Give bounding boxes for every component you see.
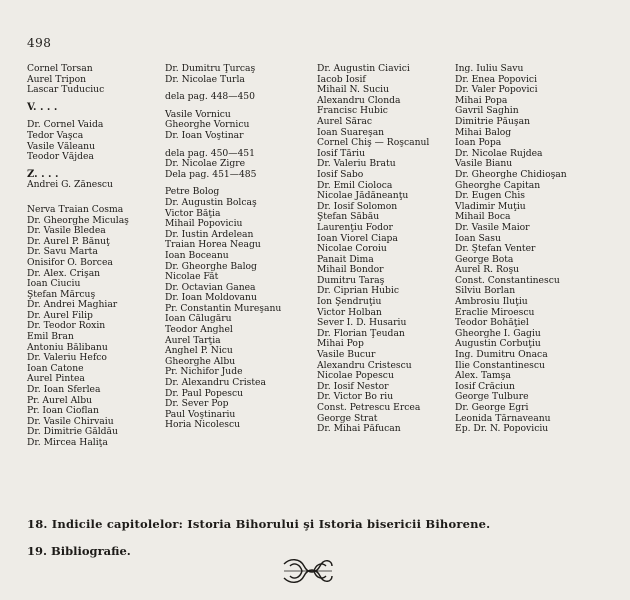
name-entry: Alexandru Clonda — [317, 94, 401, 106]
name-entry: Silviu Borlan — [455, 285, 516, 297]
name-entry: Antoniu Bălibanu — [27, 341, 108, 353]
name-entry: Iosif Tăriu — [317, 147, 365, 159]
name-entry: Dr. Iosif Nestor — [317, 380, 389, 392]
name-entry: Dr. Ştefan Venter — [455, 243, 536, 255]
name-entry: Nicolae Jădăneanţu — [317, 190, 409, 202]
name-entry: Dr. Florian Ţeudan — [317, 327, 405, 339]
name-entry: Dr. Andrei Maghiar — [27, 299, 118, 311]
name-entry: George Strat — [317, 412, 378, 424]
name-entry: Const. Constantinescu — [455, 274, 560, 286]
name-entry: Leonida Tărnaveanu — [455, 412, 551, 424]
name-entry: Dr. Iustin Ardelean — [165, 228, 254, 240]
name-entry: Ioan Viorel Ciapa — [317, 232, 398, 244]
name-entry: Ioan Ciuciu — [27, 278, 81, 290]
name-entry: Tedor Vaşca — [27, 129, 84, 141]
name-entry: dela pag. 450—451 — [165, 147, 255, 159]
name-entry: Ioan Catone — [27, 362, 84, 374]
bibliography-heading: 19. Bibliografie. — [27, 544, 131, 558]
name-entry: Dr. Mihai Păfucan — [317, 423, 401, 435]
name-entry: Aurel Tarţia — [165, 334, 221, 346]
name-entry: Traian Horea Neagu — [165, 239, 261, 251]
name-entry: Iacob Iosif — [317, 73, 366, 85]
name-entry: Ioan Sasu — [455, 232, 501, 244]
name-entry: Pr. Nichifor Jude — [165, 366, 243, 378]
chapter-index-heading: 18. Indicile capitolelor: Istoria Bihorului şi Istoria bisericii Bihorene. — [27, 517, 491, 531]
name-entry: dela pag. 448—450 — [165, 91, 255, 103]
name-entry: Vasile Bucur — [317, 349, 376, 361]
name-entry: Francisc Hubic — [317, 105, 388, 117]
name-entry: Emil Bran — [27, 331, 74, 343]
name-entry: Dumitru Taraş — [317, 274, 385, 286]
name-entry: Gheorghe Vornicu — [165, 119, 250, 131]
name-entry: Mihai Pop — [317, 338, 364, 350]
name-entry: Dr. Ioan Sferlea — [27, 384, 101, 396]
name-entry: Aurel Sărac — [317, 115, 373, 127]
page-number: 498 — [27, 36, 52, 50]
name-entry: Iosif Sabo — [317, 168, 364, 180]
name-entry: Ioan Suareşan — [317, 126, 385, 138]
name-entry: Mihai Balog — [455, 126, 512, 138]
name-entry: Dr. Enea Popovici — [455, 73, 538, 85]
name-entry: Vladimir Muţiu — [455, 200, 526, 212]
name-entry: Dr. Teodor Roxin — [27, 320, 106, 332]
name-entry: Iosif Crăciun — [455, 380, 515, 392]
name-entry: Dr. Ioan Moldovanu — [165, 292, 257, 304]
name-entry — [27, 191, 162, 198]
name-entry: Panait Dima — [317, 253, 374, 265]
name-entry: Dr. Mircea Haliţa — [27, 437, 108, 448]
name-entry: Ioan Boceanu — [165, 249, 229, 261]
name-entry: Dr. Aurel P. Bănuţ — [27, 235, 110, 247]
name-entry: Z. . . . — [27, 168, 59, 180]
name-entry: Victor Holban — [317, 306, 382, 318]
name-entry: Dr. Gheorghe Miculaş — [27, 214, 129, 226]
name-entry: Dr. Savu Marta — [27, 246, 98, 258]
name-entry: Ioan Popa — [455, 137, 502, 149]
name-entry: Horia Nicolescu — [165, 419, 241, 431]
name-entry: Dr. Valeriu Hefco — [27, 352, 107, 364]
name-entry: Nerva Traian Cosma — [27, 203, 124, 215]
decorative-ornament-icon — [280, 556, 336, 586]
name-entry: Victor Băţia — [165, 207, 221, 219]
name-entry: V. . . . — [27, 101, 58, 113]
name-entry: Dr. Vasile Maior — [455, 221, 530, 233]
name-entry: Ioan Călugăru — [165, 313, 232, 325]
name-entry: Dr. Nicolae Zigre — [165, 158, 246, 170]
name-entry: Gheorghe Albu — [165, 355, 236, 367]
name-entry: Dr. Nicolae Rujdea — [455, 147, 543, 159]
names-column-3 — [317, 64, 452, 435]
name-entry: Onisifor O. Borcea — [27, 256, 113, 268]
names-column-4 — [455, 64, 615, 435]
name-entry: Gheorghe Capitan — [455, 179, 541, 191]
name-entry: Dr. Dumitru Ţurcaş — [165, 63, 256, 74]
name-entry: Petre Bolog — [165, 186, 220, 198]
name-entry: Pr. Aurel Albu — [27, 394, 93, 406]
name-entry: Alex. Tamşa — [455, 370, 511, 382]
name-entry: Dr. Victor Bo riu — [317, 391, 394, 403]
name-entry: Ambrosiu Iluţiu — [455, 296, 528, 308]
name-entry: Dr. Emil Cioloca — [317, 179, 393, 191]
name-entry: Teodor Anghel — [165, 324, 233, 336]
name-entry: Aurel R. Roşu — [455, 264, 520, 276]
name-entry: Dr. Dimitrie Găldău — [27, 426, 118, 438]
name-entry: Aurel Pintea — [27, 373, 85, 385]
name-entry: Vasile Văleanu — [27, 140, 96, 152]
name-entry: Gheorghe I. Gagiu — [455, 327, 541, 339]
name-entry: Dr. Vasile Chirvaiu — [27, 415, 114, 427]
name-entry: Dr. Aurel Filip — [27, 309, 93, 321]
name-entry: George Tulbure — [455, 391, 529, 403]
name-entry: Cornel Torsan — [27, 63, 93, 74]
name-entry: Dimitrie Păuşan — [455, 115, 531, 127]
name-entry: Dr. Augustin Bolcaş — [165, 196, 257, 208]
name-entry: Ep. Dr. N. Popoviciu — [455, 423, 549, 435]
name-entry: Nicolae Coroiu — [317, 243, 387, 255]
name-entry: Dr. Iosif Solomon — [317, 200, 398, 212]
name-entry: Mihail Popoviciu — [165, 218, 243, 230]
name-entry: Mihai Popa — [455, 94, 508, 106]
name-entry: Dr. Cornel Vaida — [27, 119, 104, 131]
name-entry: Dr. Sever Pop — [165, 398, 229, 410]
name-entry: George Bota — [455, 253, 514, 265]
name-entry: Dr. Gheorghe Balog — [165, 260, 257, 272]
name-entry: Ştefan Săbău — [317, 211, 380, 223]
name-entry: Nicolae Făt — [165, 271, 219, 283]
name-entry: Paul Voştinariu — [165, 408, 236, 420]
name-entry: Dr. Valeriu Bratu — [317, 158, 396, 170]
name-entry: Alexandru Cristescu — [317, 359, 412, 371]
name-entry: Lascar Tuduciuc — [27, 84, 105, 96]
name-entry: Cornel Chiş — Roşcanul — [317, 137, 430, 149]
name-entry: Teodor Văjdea — [27, 151, 94, 163]
name-entry: Teodor Bohăţiel — [455, 317, 529, 329]
name-entry: Eraclie Miroescu — [455, 306, 535, 318]
name-entry: Mihail N. Suciu — [317, 84, 390, 96]
name-entry: Dela pag. 451—485 — [165, 168, 257, 180]
name-entry: Sever I. D. Husariu — [317, 317, 407, 329]
name-entry: Aurel Tripon — [27, 73, 87, 85]
name-entry: Dr. Octavian Ganea — [165, 281, 256, 293]
name-entry: Ing. Iuliu Savu — [455, 63, 524, 74]
name-entry: Nicolae Popescu — [317, 370, 394, 382]
name-entry: Mihail Bondor — [317, 264, 384, 276]
name-entry: Vasile Vornicu — [165, 108, 231, 120]
name-entry: Dr. Ioan Voştinar — [165, 129, 244, 141]
name-entry: Vasile Bianu — [455, 158, 513, 170]
names-column-2 — [165, 64, 310, 431]
names-column-1 — [27, 64, 162, 449]
name-entry: Dr. Eugen Chis — [455, 190, 525, 202]
name-entry: Dr. Alexandru Cristea — [165, 377, 266, 389]
name-entry: Dr. George Egri — [455, 402, 529, 413]
name-entry: Dr. Ciprian Hubic — [317, 285, 399, 297]
name-entry: Ing. Dumitru Onaca — [455, 349, 548, 361]
name-entry: Dr. Valer Popovici — [455, 84, 538, 96]
name-entry: Pr. Constantin Mureşanu — [165, 302, 282, 314]
name-entry: Andrei G. Zănescu — [27, 179, 113, 191]
name-entry: Dr. Augustin Ciavici — [317, 63, 410, 74]
name-entry: Gavril Saghin — [455, 105, 519, 117]
name-entry: Laurenţiu Fodor — [317, 221, 393, 233]
name-entry: Dr. Vasile Bledea — [27, 225, 106, 237]
name-entry: Dr. Paul Popescu — [165, 387, 244, 399]
name-entry: Ştefan Mărcuş — [27, 288, 96, 300]
name-entry: Anghel P. Nicu — [165, 345, 233, 357]
name-entry: Ion Şendruţiu — [317, 296, 382, 308]
name-entry: Augustin Corbuţiu — [455, 338, 541, 350]
name-entry: Const. Petrescu Ercea — [317, 402, 421, 413]
name-entry: Dr. Nicolae Turla — [165, 73, 245, 85]
name-entry: Ilie Constantinescu — [455, 359, 545, 371]
name-entry: Dr. Gheorghe Chidioşan — [455, 168, 567, 180]
name-entry: Pr. Ioan Cioflan — [27, 405, 99, 417]
name-entry: Mihail Boca — [455, 211, 511, 223]
name-entry: Dr. Alex. Crişan — [27, 267, 101, 279]
